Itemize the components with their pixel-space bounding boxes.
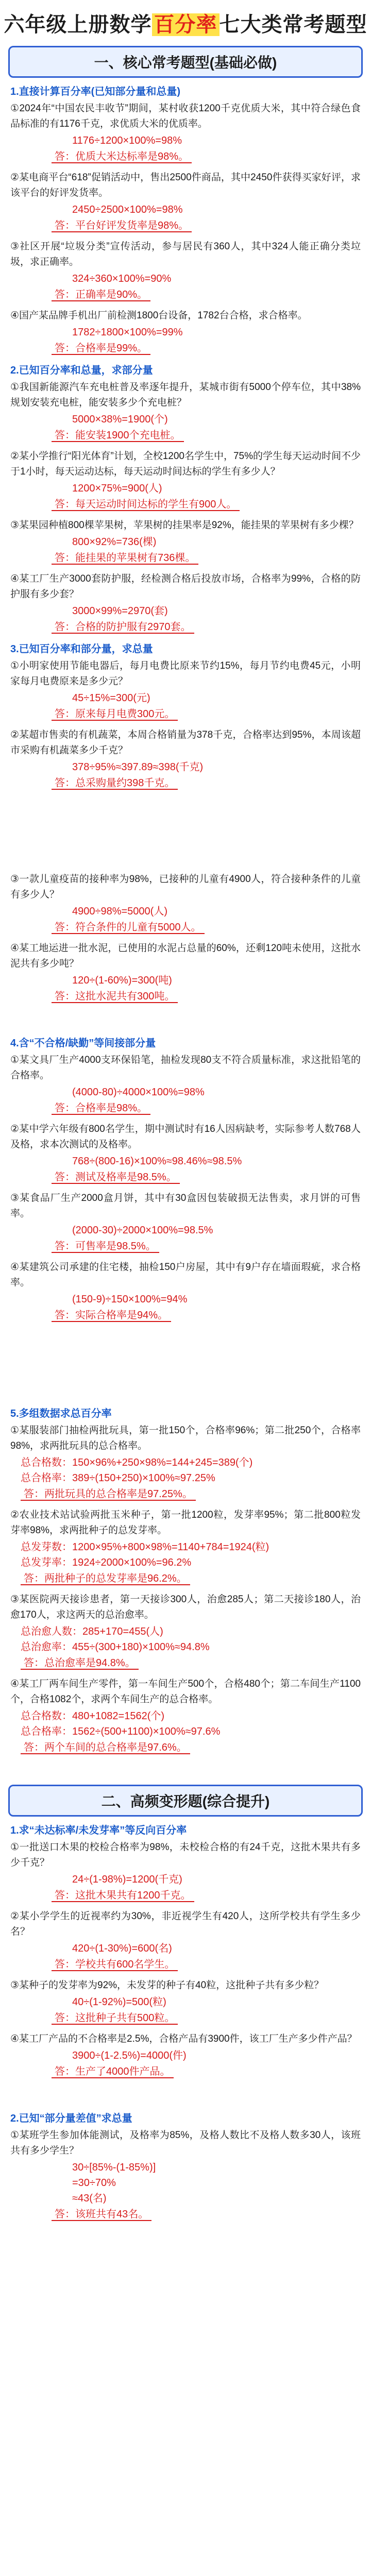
problem-text: ④某工厂产品的不合格率是2.5%，合格产品有3900件，该工厂生产多少件产品？ bbox=[10, 2033, 357, 2044]
answer-line bbox=[10, 2063, 361, 2080]
solution-line: 1176÷1200×100%=98% bbox=[72, 135, 182, 146]
solution-line: 1782÷1800×100%=99% bbox=[72, 327, 183, 338]
group-heading: 1.求“未达标率/未发芽率”等反向百分率 bbox=[10, 1825, 187, 1836]
answer-line bbox=[10, 2010, 361, 2026]
problem-text: ③某食品厂生产2000盒月饼，其中有30盒因包装破损无法售卖，求月饼的可售率。 bbox=[10, 1193, 361, 1219]
solution-line: 768÷(800-16)×100%≈98.46%≈98.5% bbox=[72, 1156, 242, 1167]
problem-text: ②某超市售卖的有机蔬菜，本周合格销量为378千克，合格率达到95%，本周该超市采购有机蔬菜多少千克？ bbox=[10, 730, 361, 756]
solution-line: 总发芽数：1200×95%+800×98%=1140+784=1924(粒) bbox=[21, 1541, 269, 1553]
problem-text: ④某工厂生产3000套防护服，经检测合格后投放市场，合格率为99%，合格的防护服有多少套？ bbox=[10, 573, 361, 600]
answer-line bbox=[10, 217, 361, 234]
answer-text: 答：能安装1900个充电桩。 bbox=[52, 430, 184, 442]
solution-line: 总治愈人数：285+170=455(人) bbox=[21, 1626, 163, 1637]
solution-line: ≈43(名) bbox=[72, 2193, 107, 2204]
solution-line: 40÷(1-92%)=500(粒) bbox=[72, 1996, 166, 2008]
group-heading: 3.已知百分率和部分量，求总量 bbox=[10, 643, 153, 655]
answer-line bbox=[10, 1739, 361, 1756]
solution-line: 总发芽率：1924÷2000×100%=96.2% bbox=[21, 1557, 192, 1568]
section-heading: 一、核心常考题型(基础必做) bbox=[8, 46, 363, 78]
group-heading: 4.含“不合格/缺勤”等间接部分量 bbox=[10, 1038, 156, 1049]
answer-text: 答：该班共有43名。 bbox=[52, 2209, 151, 2221]
answer-line bbox=[10, 988, 361, 1005]
page-title: 六年级上册数学 百分率 七大类常考题型 bbox=[4, 13, 367, 36]
solution-line: (2000-30)÷2000×100%=98.5% bbox=[72, 1225, 213, 1236]
answer-line bbox=[10, 775, 361, 791]
problem-text: ②某中学六年级有800名学生，期中测试时有16人因病缺考，实际参考人数768人及格，求本次测试的及格率。 bbox=[10, 1124, 361, 1150]
problem-text: ①小明家使用节能电器后，每月电费比原来节约15%，每月节约电费45元，小明家每月电费原来是多少元？ bbox=[10, 660, 361, 687]
answer-line bbox=[10, 1238, 361, 1255]
answer-text: 答：总采购量约398千克。 bbox=[52, 777, 178, 790]
blank-space bbox=[0, 1010, 371, 1030]
problem-text: ②某小学学生的近视率约为30%，非近视学生有420人，这所学校共有学生多少名？ bbox=[10, 1911, 361, 1937]
answer-text: 答：优质大米达标率是98%。 bbox=[52, 151, 192, 163]
solution-line: 1200×75%=900(人) bbox=[72, 483, 162, 494]
solution-line: =30÷70% bbox=[72, 2177, 116, 2189]
answer-line bbox=[10, 550, 361, 566]
problem-text: ②某电商平台“618”促销活动中，售出2500件商品，其中2450件获得买家好评，求该平台的好评发货率。 bbox=[10, 172, 361, 198]
solution-line: 2450÷2500×100%=98% bbox=[72, 204, 183, 215]
answer-text: 答：测试及格率是98.5%。 bbox=[52, 1172, 180, 1184]
problem-text: ④某工地运进一批水泥，已使用的水泥占总量的60%，还剩120吨未使用，这批水泥共有多少吨？ bbox=[10, 943, 361, 969]
solution-line: 总合格率：389÷(150+250)×100%≈97.25% bbox=[21, 1472, 215, 1484]
answer-text: 答：两批种子的总发芽率是96.2%。 bbox=[21, 1573, 190, 1585]
blank-space bbox=[0, 1329, 371, 1401]
section-heading: 二、高频变形题(综合提升) bbox=[8, 1785, 363, 1817]
problem-text: ③某种子的发芽率为92%，未发芽的种子有40粒，这批种子共有多少粒？ bbox=[10, 1980, 324, 1991]
problem-text: ③某医院两天接诊患者，第一天接诊300人，治愈285人；第二天接诊180人，治愈170人，求这两天的总治愈率。 bbox=[10, 1594, 361, 1620]
answer-text: 答：原来每月电费300元。 bbox=[52, 708, 178, 721]
answer-text: 答：合格的防护服有2970套。 bbox=[52, 621, 194, 634]
problem-text: ②农业技术站试验两批玉米种子，第一批1200粒，发芽率95%；第二批800粒发芽率98%，求两批种子的总发芽率。 bbox=[10, 1510, 361, 1536]
problem-text: ①某服装部门抽检两批玩具，第一批150个，合格率96%；第二批250个，合格率98%，求两批玩具的总合格率。 bbox=[10, 1425, 361, 1451]
problem-text: ①某文具厂生产4000支环保铅笔，抽检发现80支不符合质量标准，求这批铅笔的合格率。 bbox=[10, 1055, 361, 1081]
solution-line: 45÷15%=300(元) bbox=[72, 692, 150, 704]
answer-line bbox=[10, 427, 361, 444]
answer-line bbox=[10, 2206, 361, 2223]
answer-line bbox=[10, 148, 361, 165]
answer-text: 答：这批水泥共有300吨。 bbox=[52, 991, 178, 1003]
answer-line bbox=[10, 1887, 361, 1904]
problem-text: ④某工厂两车间生产零件，第一车间生产500个，合格480个；第二车间生产1100个，合格1082个，求两个车间生产的总合格率。 bbox=[10, 1679, 361, 1705]
answer-text: 答：正确率是90%。 bbox=[52, 289, 150, 301]
problem-text: ③社区开展“垃圾分类”宣传活动，参与居民有360人，其中324人能正确分类垃圾，求正确率。 bbox=[10, 241, 361, 267]
group-heading: 5.多组数据求总百分率 bbox=[10, 1408, 112, 1419]
solution-line: (4000-80)÷4000×100%=98% bbox=[72, 1087, 205, 1098]
solution-line: 3000×99%=2970(套) bbox=[72, 605, 168, 617]
solution-line: (150-9)÷150×100%=94% bbox=[72, 1294, 188, 1305]
answer-line bbox=[10, 619, 361, 635]
answer-text: 答：实际合格率是94%。 bbox=[52, 1310, 171, 1322]
answer-line bbox=[10, 1100, 361, 1116]
answer-text: 答：总治愈率是94.8%。 bbox=[21, 1657, 139, 1670]
group-heading: 2.已知“部分量差值”求总量 bbox=[10, 2113, 132, 2124]
solution-line: 24÷(1-98%)=1200(千克) bbox=[72, 1874, 182, 1885]
answer-line bbox=[10, 1307, 361, 1324]
answer-text: 答：能挂果的苹果树有736棵。 bbox=[52, 552, 198, 565]
answer-line bbox=[10, 1169, 361, 1185]
problem-text: ②某小学推行“阳光体育”计划，全校1200名学生中，75%的学生每天运动时间不少于1小时，每天运动达标，每天运动时间达标的学生有多少人？ bbox=[10, 451, 361, 477]
answer-text: 答：平台好评发货率是98%。 bbox=[52, 220, 192, 232]
answer-text: 答：两个车间的总合格率是97.6%。 bbox=[21, 1742, 190, 1754]
answer-line bbox=[10, 286, 361, 303]
answer-text: 答：学校共有600名学生。 bbox=[52, 1959, 178, 1971]
answer-text: 答：每天运动时间达标的学生有900人。 bbox=[52, 499, 240, 511]
problem-text: ①我国新能源汽车充电桩普及率逐年提升，某城市街有5000个停车位，其中38%规划安装充电桩，能安装多少个充电桩？ bbox=[10, 382, 361, 408]
solution-line: 总合格数：480+1082=1562(个) bbox=[21, 1710, 165, 1722]
group-heading: 2.已知百分率和总量，求部分量 bbox=[10, 365, 153, 376]
solution-line: 3900÷(1-2.5%)=4000(件) bbox=[72, 2050, 187, 2061]
answer-line bbox=[10, 919, 361, 936]
answer-line bbox=[10, 1486, 361, 1502]
solution-line: 总合格数：150×96%+250×98%=144+245=389(个) bbox=[21, 1457, 253, 1468]
problem-text: ①一批送口木果的校检合格率为98%，未校检合格的有24千克，这批木果共有多少千克？ bbox=[10, 1842, 361, 1868]
solution-line: 总合格率：1562÷(500+1100)×100%≈97.6% bbox=[21, 1726, 221, 1737]
problem-text: ④国产某品牌手机出厂前检测1800台设备，1782台合格，求合格率。 bbox=[10, 310, 308, 321]
answer-text: 答：可售率是98.5%。 bbox=[52, 1241, 159, 1253]
blank-space bbox=[0, 796, 371, 869]
group-heading: 1.直接计算百分率(已知部分量和总量) bbox=[10, 86, 180, 97]
solution-line: 420÷(1-30%)=600(名) bbox=[72, 1943, 172, 1954]
answer-line bbox=[10, 1570, 361, 1587]
title-highlight: 百分率 bbox=[152, 13, 220, 36]
solution-line: 4900÷98%=5000(人) bbox=[72, 906, 167, 917]
answer-text: 答：两批玩具的总合格率是97.25%。 bbox=[21, 1488, 196, 1501]
worksheet-content bbox=[0, 46, 371, 2223]
answer-text: 答：合格率是98%。 bbox=[52, 1103, 150, 1115]
answer-text: 答：符合条件的儿童有5000人。 bbox=[52, 922, 205, 934]
answer-text: 答：这批种子共有500粒。 bbox=[52, 2012, 178, 2025]
solution-line: 30÷[85%-(1-85%)] bbox=[72, 2162, 156, 2173]
solution-line: 120÷(1-60%)=300(吨) bbox=[72, 975, 172, 986]
answer-text: 答：这批木果共有1200千克。 bbox=[52, 1890, 194, 1902]
problem-text: ①某班学生参加体能测试，及格率为85%，及格人数比不及格人数多30人，该班共有多少学生？ bbox=[10, 2130, 361, 2156]
answer-line bbox=[10, 1956, 361, 1973]
solution-line: 324÷360×100%=90% bbox=[72, 273, 172, 284]
answer-line bbox=[10, 340, 361, 357]
answer-text: 答：生产了4000件产品。 bbox=[52, 2066, 174, 2078]
blank-space bbox=[0, 1761, 371, 1782]
solution-line: 800×92%=736(棵) bbox=[72, 536, 157, 548]
solution-line: 总治愈率：455÷(300+180)×100%≈94.8% bbox=[21, 1641, 210, 1653]
answer-text: 答：合格率是99%。 bbox=[52, 343, 150, 355]
blank-space bbox=[0, 2085, 371, 2106]
answer-line bbox=[10, 706, 361, 722]
solution-line: 5000×38%=1900(个) bbox=[72, 414, 168, 425]
solution-line: 378÷95%≈397.89≈398(千克) bbox=[72, 761, 204, 773]
problem-text: ③一款儿童疫苗的接种率为98%，已接种的儿童有4900人，符合接种条件的儿童有多少人？ bbox=[10, 874, 361, 900]
problem-text: ③某果园种植800棵苹果树，苹果树的挂果率是92%，能挂果的苹果树有多少棵？ bbox=[10, 520, 359, 531]
problem-text: ④某建筑公司承建的住宅楼，抽检150户房屋，其中有9户存在墙面瑕疵，求合格率。 bbox=[10, 1262, 361, 1288]
problem-text: ①2024年“中国农民丰收节”期间，某村收获1200千克优质大米，其中符合绿色食品标准的有1176千克，求优质大米的优质率。 bbox=[10, 103, 361, 129]
answer-line bbox=[10, 1655, 361, 1671]
answer-line bbox=[10, 496, 361, 513]
